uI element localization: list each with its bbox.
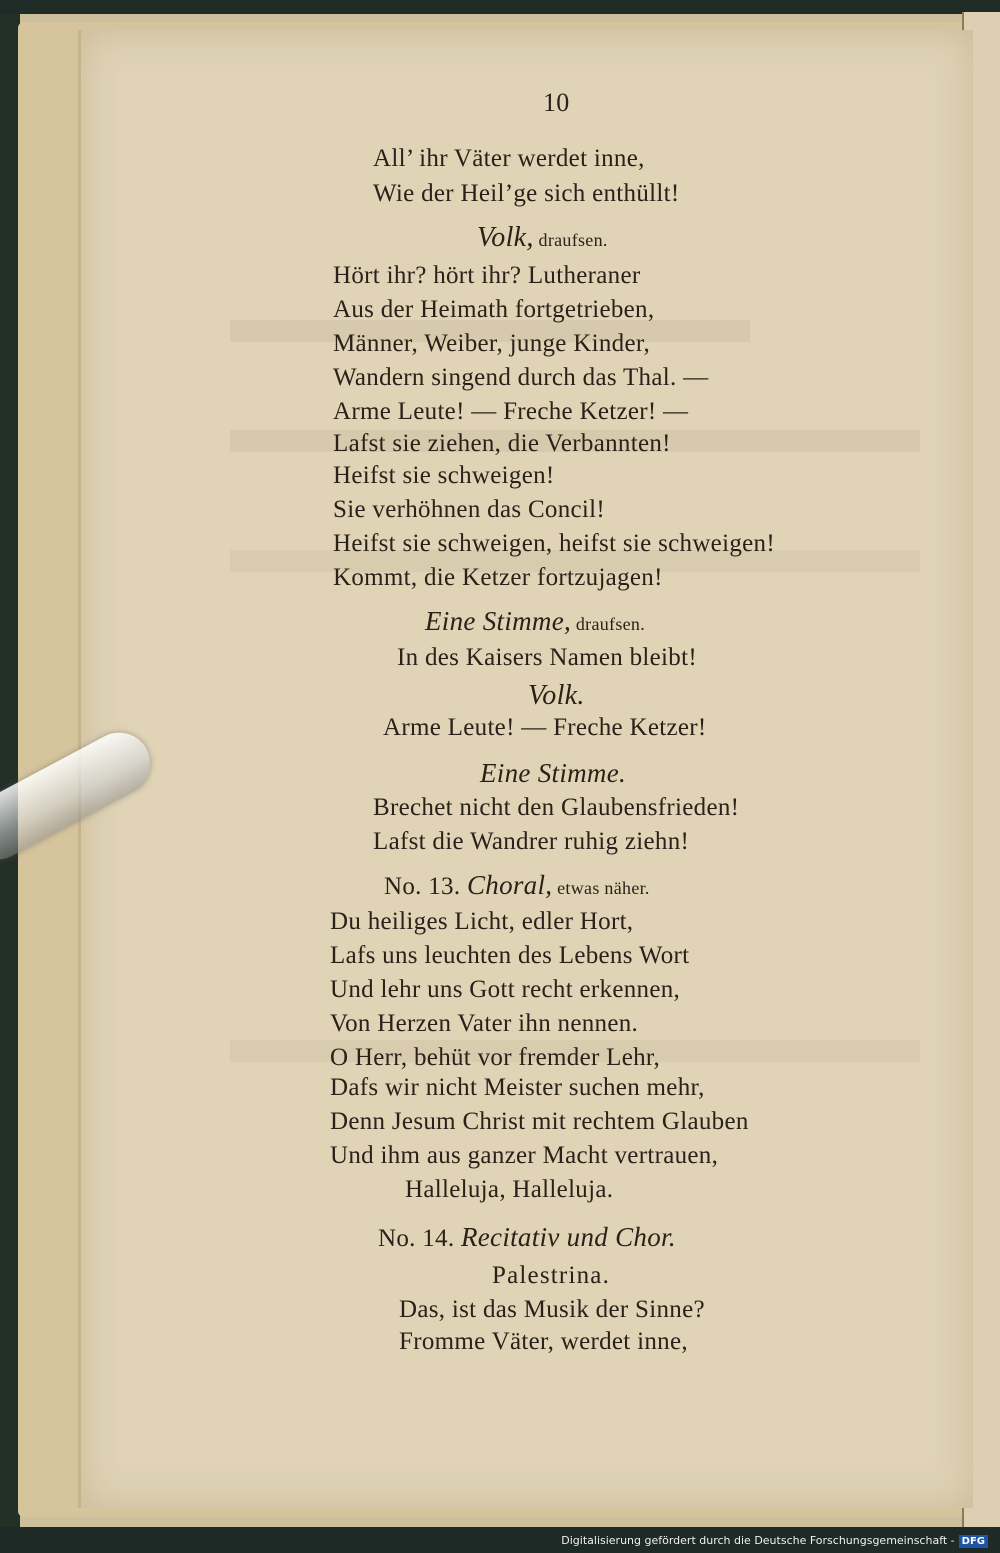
verse-line: Wie der Heil’ge sich enthüllt!: [373, 180, 680, 207]
verse-line: Kommt, die Ketzer fortzujagen!: [333, 564, 663, 591]
verse-line: Arme Leute! — Freche Ketzer!: [383, 714, 707, 741]
verse-line: Brechet nicht den Glaubensfrieden!: [373, 794, 740, 821]
section-heading: No. 13. Choral, etwas näher.: [384, 870, 650, 900]
verse-line: Männer, Weiber, junge Kinder,: [333, 330, 651, 357]
verse-line: Von Herzen Vater ihn nennen.: [330, 1010, 639, 1037]
dfg-logo: DFG: [959, 1535, 988, 1548]
verse-line: Halleluja, Halleluja.: [405, 1176, 614, 1203]
verse-line: Dafs wir nicht Meister suchen mehr,: [330, 1074, 705, 1101]
verse-line: All’ ihr Väter werdet inne,: [373, 145, 645, 172]
speaker-heading: Palestrina.: [492, 1262, 611, 1289]
verse-line: In des Kaisers Namen bleibt!: [397, 644, 697, 671]
verse-line: Lafst die Wandrer ruhig ziehn!: [373, 828, 690, 855]
verse-line: Und ihm aus ganzer Macht vertrauen,: [330, 1142, 719, 1169]
verse-line: Lafs uns leuchten des Lebens Wort: [330, 942, 690, 969]
verse-line: Arme Leute! — Freche Ketzer! —: [333, 398, 689, 425]
verse-line: Fromme Väter, werdet inne,: [399, 1328, 688, 1355]
page-number: 10: [543, 88, 570, 117]
verse-line: Das, ist das Musik der Sinne?: [399, 1296, 705, 1323]
verse-line: Lafst sie ziehen, die Verbannten!: [333, 430, 671, 457]
section-heading: No. 14. Recitativ und Chor.: [378, 1222, 676, 1252]
verse-line: Heifst sie schweigen!: [333, 462, 555, 489]
verse-line: Denn Jesum Christ mit rechtem Glauben: [330, 1108, 749, 1135]
speaker-heading: Volk.: [528, 680, 585, 711]
verse-line: Wandern singend durch das Thal. —: [333, 364, 709, 391]
verse-line: Und lehr uns Gott recht erkennen,: [330, 976, 681, 1003]
verse-line: Aus der Heimath fortgetrieben,: [333, 296, 655, 323]
verse-line: Du heiliges Licht, edler Hort,: [330, 908, 634, 935]
verse-line: Sie verhöhnen das Concil!: [333, 496, 606, 523]
book-spine-shadow: [0, 0, 20, 1527]
digitization-credit: Digitalisierung gefördert durch die Deutsche Forschungsgemeinschaft - DFG: [561, 1533, 988, 1549]
speaker-heading: Eine Stimme.: [480, 758, 627, 788]
verse-line: Hört ihr? hört ihr? Lutheraner: [333, 262, 641, 289]
verse-line: O Herr, behüt vor fremder Lehr,: [330, 1044, 661, 1071]
verse-line: Heifst sie schweigen, heifst sie schweigen!: [333, 530, 775, 557]
speaker-heading: Eine Stimme, draufsen.: [425, 606, 646, 636]
speaker-heading: Volk, draufsen.: [477, 222, 608, 253]
top-dark-strip: [0, 0, 1000, 14]
